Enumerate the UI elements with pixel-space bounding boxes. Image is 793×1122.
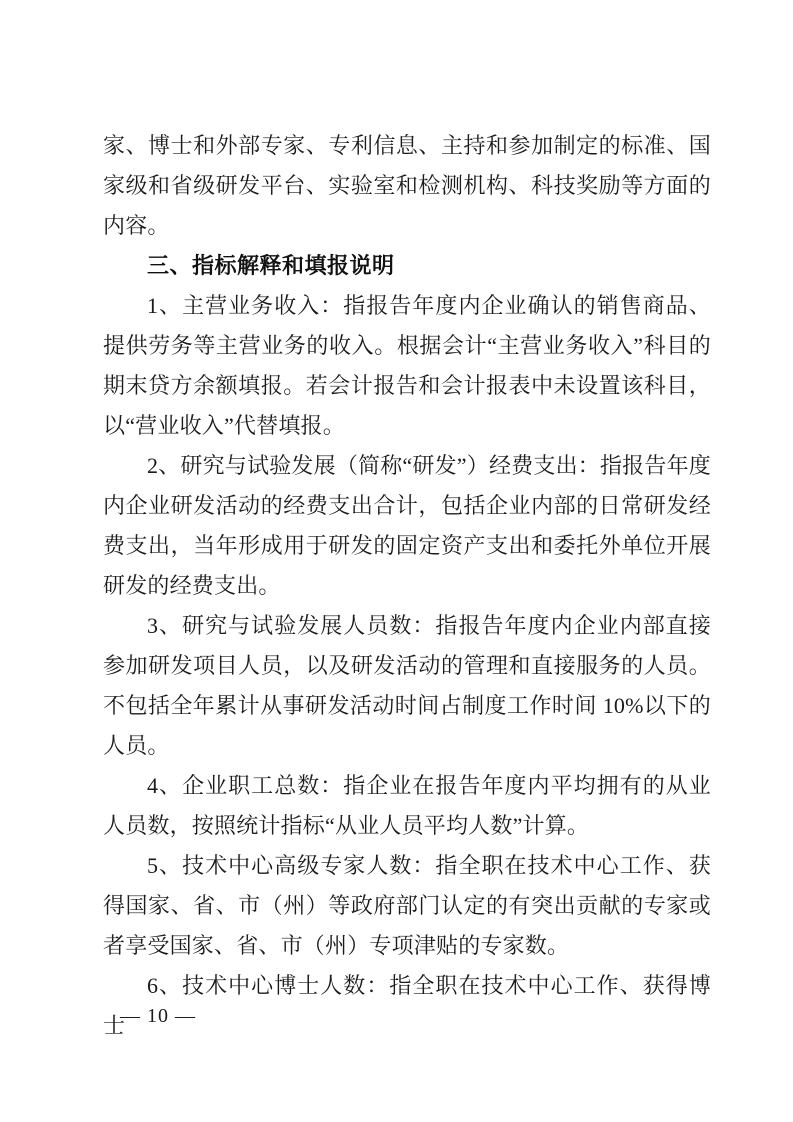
- paragraph-item-1: 1、主营业务收入：指报告年度内企业确认的销售商品、提供劳务等主营业务的收入。根据会计“主营业务收入”科目的期末贷方余额填报。若会计报告和会计报表中未设置该科目，以“营业收入”代替填报。: [103, 293, 711, 438]
- page-body: [103, 126, 711, 1046]
- paragraph-item-5: 5、技术中心高级专家人数：指全职在技术中心工作、获得国家、省、市（州）等政府部门认定的有突出贡献的专家或者享受国家、省、市（州）专项津贴的专家数。: [103, 853, 711, 958]
- paragraph-item-3: 3、研究与试验发展人员数：指报告年度内企业内部直接参加研发项目人员，以及研发活动的管理和直接服务的人员。不包括全年累计从事研发活动时间占制度工作时间 10%以下的人员。: [103, 613, 711, 758]
- paragraph-item-4: 4、企业职工总数：指企业在报告年度内平均拥有的从业人员数，按照统计指标“从业人员平均人数”计算。: [103, 773, 711, 838]
- page-number: — 10 —: [120, 1005, 196, 1027]
- paragraph-continuation: 家、博士和外部专家、专利信息、主持和参加制定的标准、国家级和省级研发平台、实验室和检测机构、科技奖励等方面的内容。: [103, 133, 711, 238]
- section-heading: 三、指标解释和填报说明: [147, 253, 395, 278]
- paragraph-item-6: 6、技术中心博士人数：指全职在技术中心工作、获得博士: [103, 973, 711, 1038]
- paragraph-item-2: 2、研究与试验发展（简称“研发”）经费支出：指报告年度内企业研发活动的经费支出合计，包括企业内部的日常研发经费支出，当年形成用于研发的固定资产支出和委托外单位开展研发的经费支出。: [103, 453, 711, 598]
